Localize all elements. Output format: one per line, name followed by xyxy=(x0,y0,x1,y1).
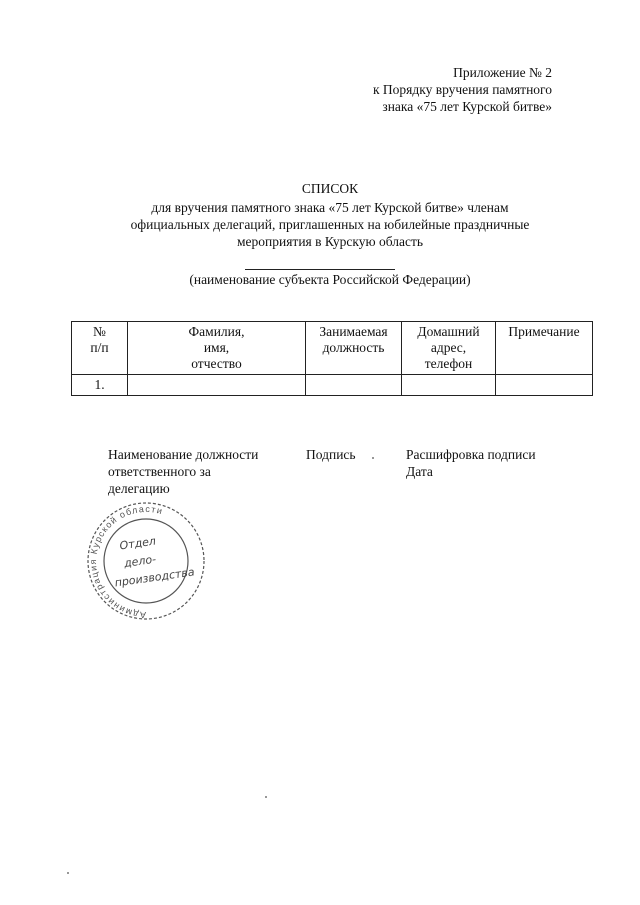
header-num-line: п/п xyxy=(90,340,109,355)
appendix-line-3: знака «75 лет Курской битве» xyxy=(382,99,552,114)
title-block xyxy=(70,180,590,250)
stamp-center-line-1: Отдел xyxy=(118,534,157,553)
header-address-line: Домашний xyxy=(417,324,480,339)
office-stamp xyxy=(82,500,210,622)
signature-label-line: Подпись xyxy=(306,447,356,462)
subject-fill-line xyxy=(245,269,395,270)
header-note-line: Примечание xyxy=(508,324,580,339)
subject-caption: (наименование субъекта Российской Федерации) xyxy=(189,272,471,287)
scan-speck xyxy=(67,872,69,874)
title-line-2: официальных делегаций, приглашенных на юбилейные праздничные xyxy=(130,217,530,232)
signature-position-line: ответственного за xyxy=(108,464,211,479)
header-num-line: № xyxy=(93,324,106,339)
appendix-block xyxy=(373,64,552,115)
header-address-line: адрес, xyxy=(430,340,467,355)
header-address xyxy=(402,322,496,375)
delegation-table xyxy=(71,321,593,396)
scan-speck xyxy=(265,796,267,798)
document-title: СПИСОК xyxy=(301,181,359,196)
stamp-center-line-2: дело- xyxy=(123,552,157,571)
appendix-line-1: Приложение № 2 xyxy=(453,65,552,80)
signature-position-label xyxy=(108,446,288,497)
appendix-line-2: к Порядку вручения памятного xyxy=(372,82,552,97)
header-position-line: должность xyxy=(322,340,385,355)
header-position-line: Занимаемая xyxy=(319,324,388,339)
header-address-line: телефон xyxy=(424,356,473,371)
title-line-1: для вручения памятного знака «75 лет Курской битве» членам xyxy=(151,200,509,215)
header-name-line: имя, xyxy=(203,340,230,355)
cell-note xyxy=(496,375,593,396)
scan-speck xyxy=(372,457,374,459)
cell-name xyxy=(128,375,306,396)
stamp-ring-text-path: Администрация Курской области xyxy=(88,503,165,621)
header-name-line: Фамилия, xyxy=(188,324,245,339)
table-row xyxy=(72,375,593,396)
cell-num: 1. xyxy=(72,375,128,396)
signature-position-line: делегацию xyxy=(108,481,170,496)
signature-decoding-line: Расшифровка подписи xyxy=(406,447,536,462)
header-name xyxy=(128,322,306,375)
signature-label xyxy=(306,446,396,463)
signature-position-line: Наименование должности xyxy=(108,447,259,462)
signature-decoding-label xyxy=(406,446,596,480)
cell-address xyxy=(402,375,496,396)
signature-date-line: Дата xyxy=(406,464,433,479)
header-note xyxy=(496,322,593,375)
header-position xyxy=(306,322,402,375)
stamp-center-line-3: производства xyxy=(113,565,196,590)
cell-position xyxy=(306,375,402,396)
title-line-3: мероприятия в Курскую область xyxy=(236,234,424,249)
header-num xyxy=(72,322,128,375)
table-header-row xyxy=(72,322,593,375)
header-name-line: отчество xyxy=(191,356,242,371)
